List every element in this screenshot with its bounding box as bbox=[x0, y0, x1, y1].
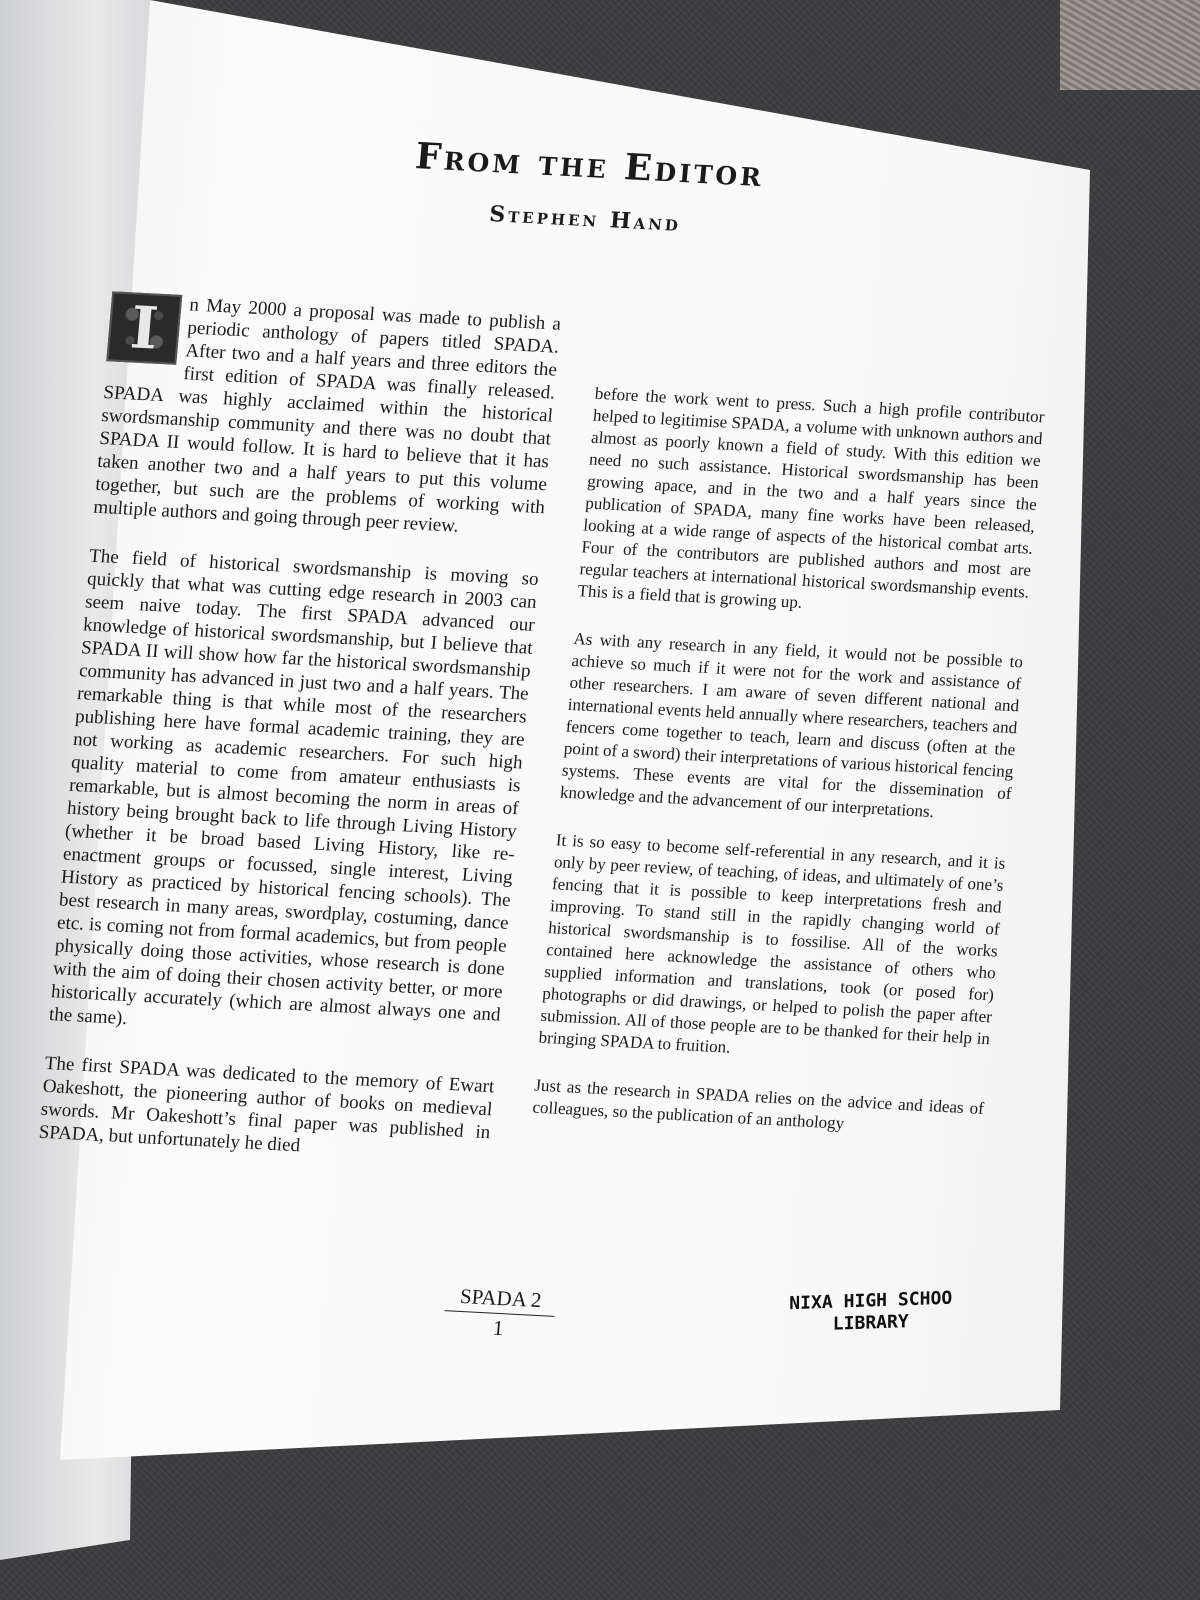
couch-cushion bbox=[1060, 0, 1200, 90]
paragraph-text: n May 2000 a proposal was made to publish a periodic anthology of papers titled SPADA. After two and a half years and three editors the first edition of SPADA was finally released. SPADA was highly acclaimed within the historical swordsmanship community and there was no doubt that SPADA II would follow. It is hard to believe that it has taken another two and a half years to put this volume together, but such are the problems of working with multiple authors and going through peer review. bbox=[92, 294, 562, 537]
paragraph: The field of historical swordsmanship is moving so quickly that what was cutting edge research in 2003 can seem naive today. The first SPADA advanced our knowledge of historical swordsmanship, but I believe that SPADA II will show how far the historical swordsmanship community has advanced in just two and a half years. The remarkable thing is that while most of the researchers publishing here have formal academic training, they are not working as academic researchers. For such high quality material to come from amateur enthusiasts is remarkable, but is almost becoming the norm in areas of history being brought back to life through Living History (whether it be broad based Living History, like re-enactment groups or focussed, single interest, Living History as practiced by historical fencing schools). The best research in many areas, swordplay, costuming, dance etc. is coming not from formal academics, but from people physically doing those activities, whose research is done with the aim of doing their chosen activity better, or more historically accurately (which are almost always one and the same). bbox=[48, 545, 540, 1030]
page-number: 1 bbox=[491, 1315, 505, 1341]
page-footer bbox=[442, 1283, 557, 1344]
paragraph: The first SPADA was dedicated to the memory of Ewart Oakeshott, the pioneering author of books on medieval swords. Mr Oakeshott’s final paper was published in SPADA, but unfortunately he died bbox=[37, 1052, 496, 1157]
stamp-line: NIXA HIGH SCHOO bbox=[789, 1287, 953, 1315]
stamp-line: LIBRARY bbox=[832, 1311, 909, 1335]
paragraph: before the work went to press. Such a high profile contributor helped to legitimise SPADA, a volume with unknown authors and almost as poorly known a field of study. With this edition we need no such assistance. Historical swordsmanship has been growing apace, and in the two and a half years since the publication of SPADA, many fine works have been released, looking at a wide range of aspects of the historical combat arts. Four of the contributors are published authors and most are regular teachers at international historical swordsmanship events. This is a field that is growing up. bbox=[576, 383, 1046, 612]
journal-name: SPADA 2 bbox=[445, 1283, 557, 1317]
left-column bbox=[36, 289, 562, 1193]
paragraph: Just as the research in SPADA relies on the advice and ideas of colleagues, so the publication of an anthology bbox=[531, 1075, 985, 1133]
article-title: From the Editor bbox=[413, 135, 767, 196]
page-content bbox=[20, 90, 1059, 1395]
paragraph bbox=[93, 289, 562, 542]
right-column bbox=[529, 383, 1045, 1168]
decorative-dropcap: I bbox=[106, 291, 182, 364]
paragraph: It is so easy to become self-referential in any research, and it is only by peer review, of teaching, of ideas, and ultimately of one’s fencing that it is possible to keep interpretations fresh and improving. To stand still in the rapidly changing world of historical swordsmanship is to fossilise. All of the works contained here acknowledge the assistance of others who supplied information and translations, took (or posed for) photographs or did drawings, or helped to polish the paper after submission. All of those people are to be thanked for their help in bringing SPADA to fruition. bbox=[537, 830, 1007, 1057]
library-stamp bbox=[786, 1288, 956, 1338]
paragraph: As with any research in any field, it would not be possible to achieve so much if it were not for the work and assistance of other researchers. I am aware of seven different national and international events held annually where researchers, teachers and fencers come together to teach, learn and discuss (often at the point of a sword) their interpretations of various historical fencing systems. These events are vital for the dissemination of knowledge and the advancement of our interpretations. bbox=[559, 628, 1024, 822]
article-author: Stephen Hand bbox=[488, 201, 683, 237]
